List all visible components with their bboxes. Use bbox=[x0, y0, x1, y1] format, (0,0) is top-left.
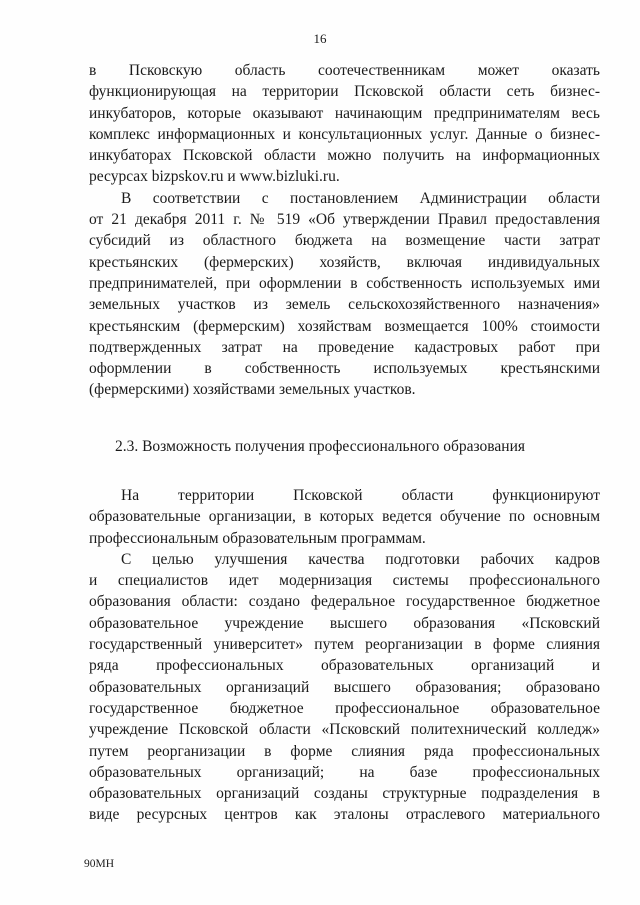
text-line: (фермерскими) хозяйствами земельных участков. bbox=[89, 381, 416, 399]
text-line: ряда профессиональных образовательных организаций и bbox=[89, 657, 600, 675]
paragraph-block-1 bbox=[89, 60, 600, 401]
text-line: образовательных организаций; на базе профессиональных bbox=[89, 763, 600, 781]
text-line: функционирующая на территории Псковской области сеть бизнес- bbox=[89, 83, 600, 101]
paragraph-block-2 bbox=[89, 485, 600, 826]
text-line: образовательное учреждение высшего образования «Псковский bbox=[89, 614, 600, 632]
text-line: ресурсах bizpskov.ru и www.bizluki.ru. bbox=[89, 168, 340, 186]
text-line: На территории Псковской области функционируют bbox=[121, 487, 600, 504]
text-line: государственный университет» путем реорганизации в форме слияния bbox=[89, 636, 600, 654]
section-heading: 2.3. Возможность получения профессионального образования bbox=[114, 438, 526, 455]
text-line: земельных участков из земель сельскохозяйственного назначения» bbox=[89, 296, 600, 314]
text-line: путем реорганизации в форме слияния ряда профессиональных bbox=[89, 742, 600, 760]
text-line: крестьянским (фермерским) хозяйствам возмещается 100% стоимости bbox=[89, 317, 600, 335]
text-line: инкубаторов, которые оказывают начинающим предпринимателям весь bbox=[89, 104, 600, 122]
text-line: комплекс информационных и консультационных услуг. Данные о бизнес- bbox=[89, 125, 600, 143]
text-line: в Псковскую область соотечественникам может оказать bbox=[89, 62, 600, 79]
text-line: образовательные организации, в которых ведется обучение по основным bbox=[89, 508, 600, 526]
text-line: учреждение Псковской области «Псковский политехнический колледж» bbox=[89, 721, 600, 739]
text-line: субсидий из областного бюджета на возмещение части затрат bbox=[89, 232, 600, 250]
text-line: образовательных организаций высшего образования; образовано bbox=[89, 678, 600, 696]
text-line: оформлении в собственность используемых крестьянскими bbox=[89, 360, 600, 378]
text-line: образования области: создано федеральное государственное бюджетное bbox=[89, 593, 600, 611]
text-line: С целью улучшения качества подготовки рабочих кадров bbox=[121, 550, 600, 568]
text-line: инкубаторах Псковской области можно получить на информационных bbox=[89, 147, 600, 165]
text-line: виде ресурсных центров как эталоны отраслевого материального bbox=[89, 806, 600, 824]
text-line: подтвержденных затрат на проведение кадастровых работ при bbox=[89, 338, 600, 356]
document-code: 90МН bbox=[84, 858, 115, 870]
text-line: от 21 декабря 2011 г. № 519 «Об утверждении Правил предоставления bbox=[89, 211, 600, 229]
text-line: предпринимателей, при оформлении в собственность используемых ими bbox=[89, 274, 600, 292]
text-line: В соответствии с постановлением Администрации области bbox=[121, 189, 600, 207]
text-line: крестьянских (фермерских) хозяйств, включая индивидуальных bbox=[89, 253, 600, 271]
text-line: профессиональным образовательным программам. bbox=[89, 529, 426, 547]
text-line: и специалистов идет модернизация системы профессионального bbox=[89, 572, 600, 590]
page-number: 16 bbox=[313, 31, 327, 46]
text-line: государственное бюджетное профессиональное образовательное bbox=[89, 699, 600, 717]
text-line: образовательных организаций созданы структурные подразделения в bbox=[89, 785, 600, 803]
